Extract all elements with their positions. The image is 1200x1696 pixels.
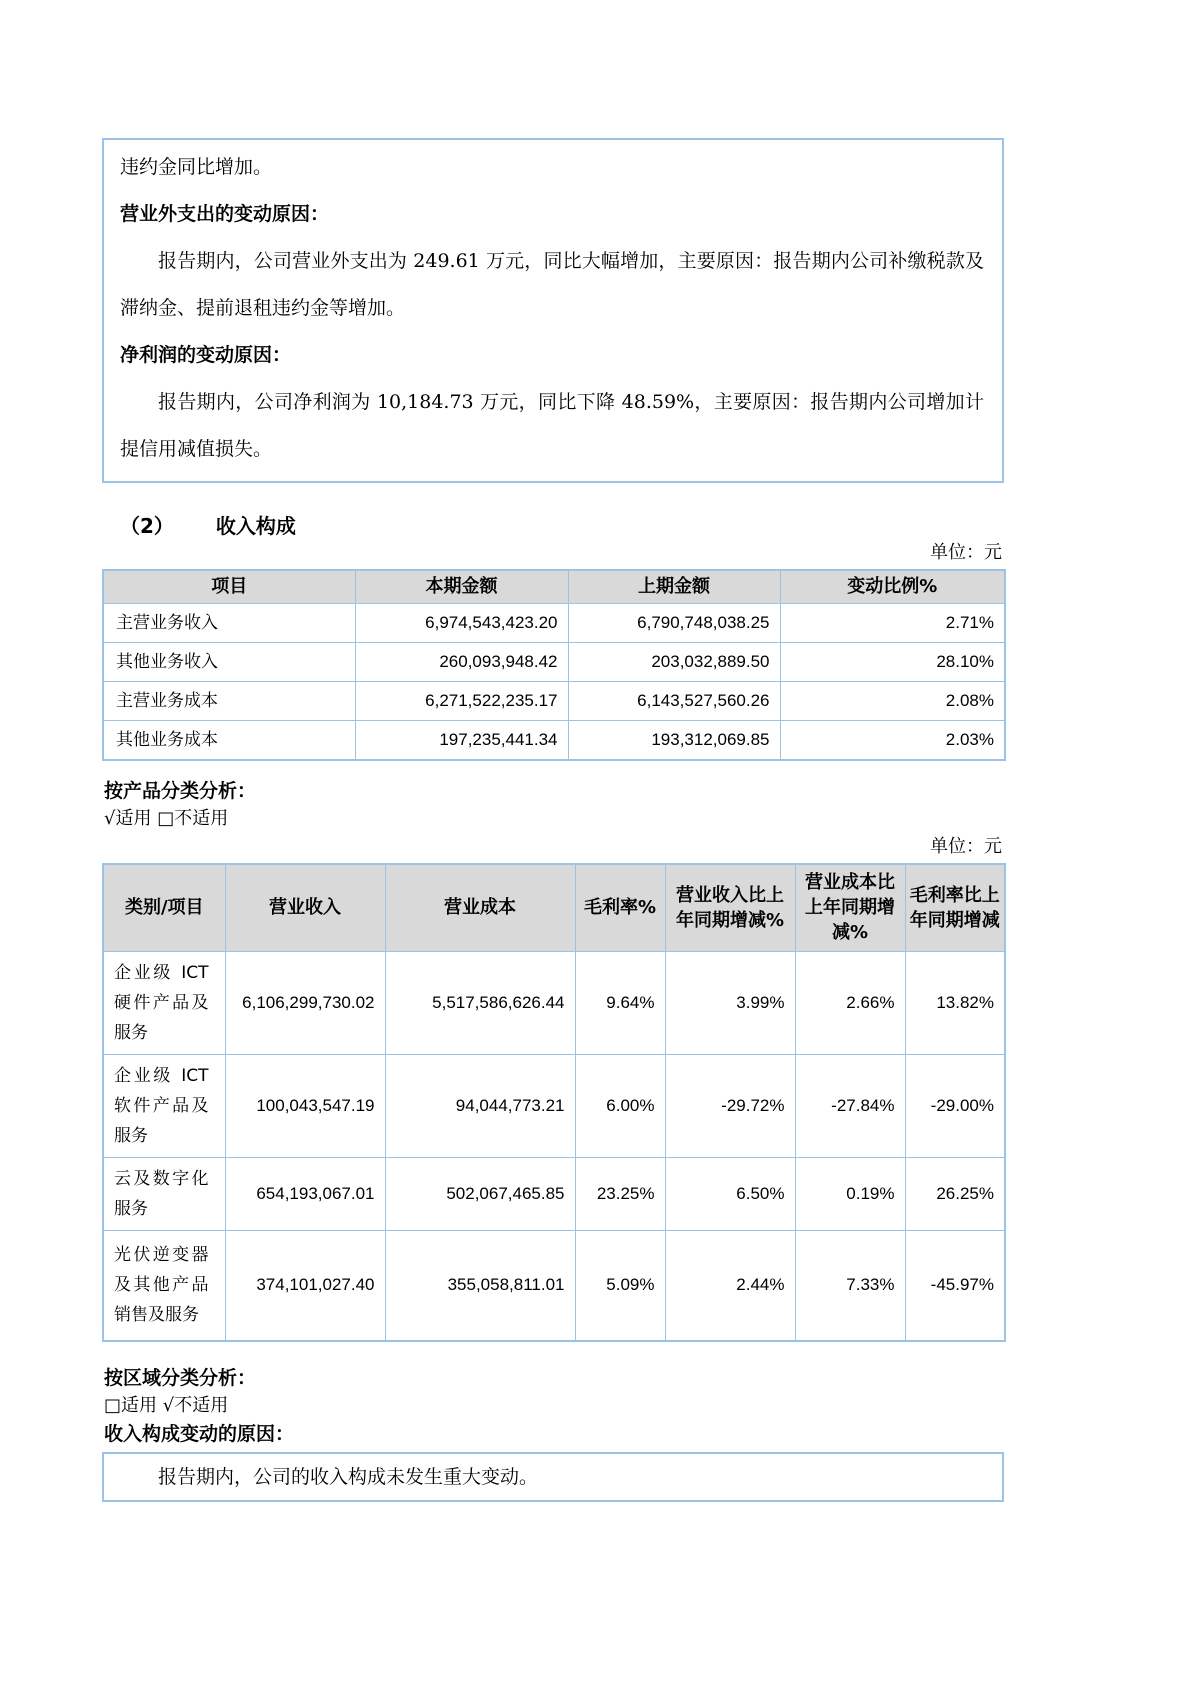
change-ratio-cell: 2.71% xyxy=(780,603,1005,642)
operating-cost-cell: 94,044,773.21 xyxy=(385,1055,575,1158)
product-analysis-heading: 按产品分类分析： xyxy=(104,779,257,802)
current-amount-cell: 6,974,543,423.20 xyxy=(355,603,568,642)
table-row xyxy=(103,681,1005,720)
table-header-row xyxy=(103,864,1005,952)
operating-cost-cell: 355,058,811.01 xyxy=(385,1231,575,1341)
non-operating-expense-heading: 营业外支出的变动原因： xyxy=(120,203,330,225)
current-amount-cell: 197,235,441.34 xyxy=(355,720,568,760)
prior-amount-cell: 203,032,889.50 xyxy=(568,642,780,681)
region-analysis-applicability: □适用 √不适用 xyxy=(104,1394,229,1416)
region-analysis-heading: 按区域分类分析： xyxy=(104,1366,257,1389)
section-number: （2） xyxy=(120,514,174,538)
operating-cost-cell: 5,517,586,626.44 xyxy=(385,952,575,1055)
operating-revenue-cell: 6,106,299,730.02 xyxy=(225,952,385,1055)
change-reason-heading: 收入构成变动的原因： xyxy=(104,1422,295,1445)
prior-amount-cell: 193,312,069.85 xyxy=(568,720,780,760)
table-row xyxy=(103,603,1005,642)
revenue-yoy-cell: 3.99% xyxy=(665,952,795,1055)
note-continuation-line: 违约金同比增加。 xyxy=(120,156,273,178)
net-profit-heading: 净利润的变动原因： xyxy=(120,344,292,366)
gross-margin-cell: 5.09% xyxy=(575,1231,665,1341)
product-classification-table xyxy=(102,863,1006,1342)
table-row xyxy=(103,1231,1005,1341)
non-operating-expense-paragraph: 报告期内，公司营业外支出为 249.61 万元，同比大幅增加，主要原因：报告期内公司补缴税款及滞纳金、提前退租违约金等增加。 xyxy=(120,250,984,319)
cost-yoy-cell: 7.33% xyxy=(795,1231,905,1341)
operating-cost-cell: 502,067,465.85 xyxy=(385,1158,575,1231)
row-label: 企业级 ICT 软件产品及服务 xyxy=(103,1055,225,1158)
table-row xyxy=(103,720,1005,760)
col-header-prior-amount: 上期金额 xyxy=(568,570,780,603)
col-header-gross-margin: 毛利率% xyxy=(575,864,665,952)
expense-profit-note-box xyxy=(102,138,1004,483)
gross-margin-cell: 9.64% xyxy=(575,952,665,1055)
section-title: 收入构成 xyxy=(215,514,296,538)
col-header-change-ratio: 变动比例% xyxy=(780,570,1005,603)
change-ratio-cell: 2.03% xyxy=(780,720,1005,760)
margin-yoy-cell: 26.25% xyxy=(905,1158,1005,1231)
col-header-item: 项目 xyxy=(103,570,355,603)
row-label: 企业级 ICT 硬件产品及服务 xyxy=(103,952,225,1055)
col-header-cost-yoy: 营业成本比上年同期增减% xyxy=(795,864,905,952)
cost-yoy-cell: 0.19% xyxy=(795,1158,905,1231)
change-ratio-cell: 28.10% xyxy=(780,642,1005,681)
col-header-operating-cost: 营业成本 xyxy=(385,864,575,952)
table-row xyxy=(103,642,1005,681)
row-label: 云及数字化服务 xyxy=(103,1158,225,1231)
cost-yoy-cell: 2.66% xyxy=(795,952,905,1055)
change-reason-paragraph: 报告期内，公司的收入构成未发生重大变动。 xyxy=(158,1465,539,1488)
revenue-yoy-cell: 2.44% xyxy=(665,1231,795,1341)
revenue-composition-table xyxy=(102,569,1006,761)
col-header-margin-yoy: 毛利率比上年同期增减 xyxy=(905,864,1005,952)
revenue-yoy-cell: 6.50% xyxy=(665,1158,795,1231)
row-label: 主营业务成本 xyxy=(103,681,355,720)
margin-yoy-cell: 13.82% xyxy=(905,952,1005,1055)
row-label: 光伏逆变器及其他产品销售及服务 xyxy=(103,1231,225,1341)
col-header-operating-revenue: 营业收入 xyxy=(225,864,385,952)
current-amount-cell: 260,093,948.42 xyxy=(355,642,568,681)
current-amount-cell: 6,271,522,235.17 xyxy=(355,681,568,720)
unit-label: 单位：元 xyxy=(930,835,1002,857)
net-profit-paragraph: 报告期内，公司净利润为 10,184.73 万元，同比下降 48.59%，主要原因：报告期内公司增加计提信用减值损失。 xyxy=(120,391,984,460)
col-header-current-amount: 本期金额 xyxy=(355,570,568,603)
operating-revenue-cell: 100,043,547.19 xyxy=(225,1055,385,1158)
table-header-row xyxy=(103,570,1005,603)
cost-yoy-cell: -27.84% xyxy=(795,1055,905,1158)
col-header-category: 类别/项目 xyxy=(103,864,225,952)
table-row xyxy=(103,1055,1005,1158)
section-heading xyxy=(102,510,1004,539)
col-header-revenue-yoy: 营业收入比上年同期增减% xyxy=(665,864,795,952)
change-reason-box xyxy=(102,1452,1004,1502)
prior-amount-cell: 6,143,527,560.26 xyxy=(568,681,780,720)
prior-amount-cell: 6,790,748,038.25 xyxy=(568,603,780,642)
gross-margin-cell: 6.00% xyxy=(575,1055,665,1158)
product-analysis-applicability: √适用 □不适用 xyxy=(104,807,229,829)
margin-yoy-cell: -45.97% xyxy=(905,1231,1005,1341)
table-row xyxy=(103,1158,1005,1231)
operating-revenue-cell: 654,193,067.01 xyxy=(225,1158,385,1231)
revenue-yoy-cell: -29.72% xyxy=(665,1055,795,1158)
change-ratio-cell: 2.08% xyxy=(780,681,1005,720)
unit-label: 单位：元 xyxy=(930,542,1002,563)
operating-revenue-cell: 374,101,027.40 xyxy=(225,1231,385,1341)
table-row xyxy=(103,952,1005,1055)
row-label: 主营业务收入 xyxy=(103,603,355,642)
row-label: 其他业务成本 xyxy=(103,720,355,760)
gross-margin-cell: 23.25% xyxy=(575,1158,665,1231)
row-label: 其他业务收入 xyxy=(103,642,355,681)
document-page xyxy=(102,0,1004,1502)
margin-yoy-cell: -29.00% xyxy=(905,1055,1005,1158)
